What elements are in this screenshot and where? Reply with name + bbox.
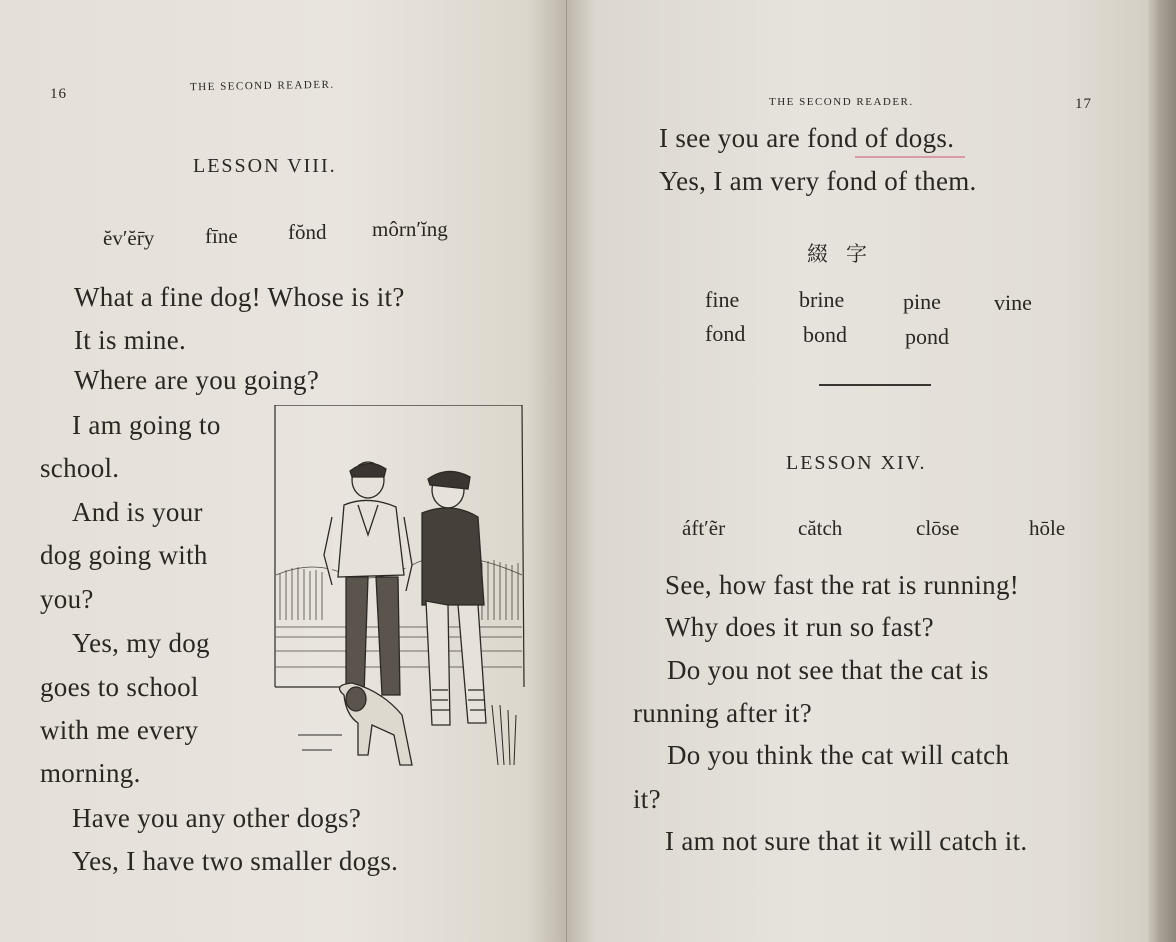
text-line: Do you think the cat will catch [667,740,1010,770]
spelling-word: vine [994,290,1032,315]
cjk-heading: 綴字 [807,242,885,266]
running-head: THE SECOND READER. [769,96,914,108]
spelling-word: brine [799,287,845,312]
text-line: morning. [40,758,141,788]
text-line: I see you are fond of dogs. [659,123,955,153]
text-line: Yes, I am very fond of them. [659,166,977,196]
text-line: Yes, I have two smaller dogs. [72,846,399,876]
text-line: school. [40,453,120,483]
lesson-title: LESSON VIII. [193,155,337,177]
spelling-word: bond [803,322,847,347]
spelling-word: pine [903,289,941,314]
vocab-word: cătch [798,516,843,540]
running-head: THE SECOND READER. [189,78,335,94]
left-page [0,0,572,942]
vocab-word: fīne [205,224,238,248]
vocab-word: môrn′ĭng [372,217,448,241]
text-line: Yes, my dog [72,628,210,658]
text-line: Where are you going? [74,365,320,395]
divider-rule [819,384,931,386]
boys-and-dog-illustration [272,405,542,785]
text-line: with me every [40,715,199,745]
text-line: dog going with [40,540,208,570]
text-line: goes to school [40,672,199,702]
right-page [566,0,1148,942]
text-line: I am going to [72,410,221,440]
text-line: Why does it run so fast? [665,612,934,642]
vocab-word: clōse [916,516,960,540]
lesson-title: LESSON XIV. [786,452,927,474]
book-edge [1148,0,1176,942]
text-line: it? [633,784,661,814]
vocab-word: fŏnd [288,220,327,244]
text-line: Have you any other dogs? [72,803,362,833]
text-line: I am not sure that it will catch it. [665,826,1028,856]
text-line: And is your [72,497,203,527]
spelling-word: fond [705,321,746,346]
pencil-underline [855,156,965,158]
page-number: 17 [1075,96,1092,112]
spelling-word: pond [905,324,949,349]
vocab-word: hōle [1029,516,1066,540]
text-line: What a fine dog! Whose is it? [74,282,405,312]
text-line: Do you not see that the cat is [667,655,989,685]
vocab-word: ĕv′ĕr̄y [103,226,155,250]
text-line: you? [40,584,94,614]
vocab-word: áft′ẽr [682,516,726,540]
text-line: See, how fast the rat is running! [665,570,1020,600]
spelling-word: fine [705,287,740,312]
page-number: 16 [50,86,67,102]
text-line: running after it? [633,698,813,728]
text-line: It is mine. [74,325,187,355]
